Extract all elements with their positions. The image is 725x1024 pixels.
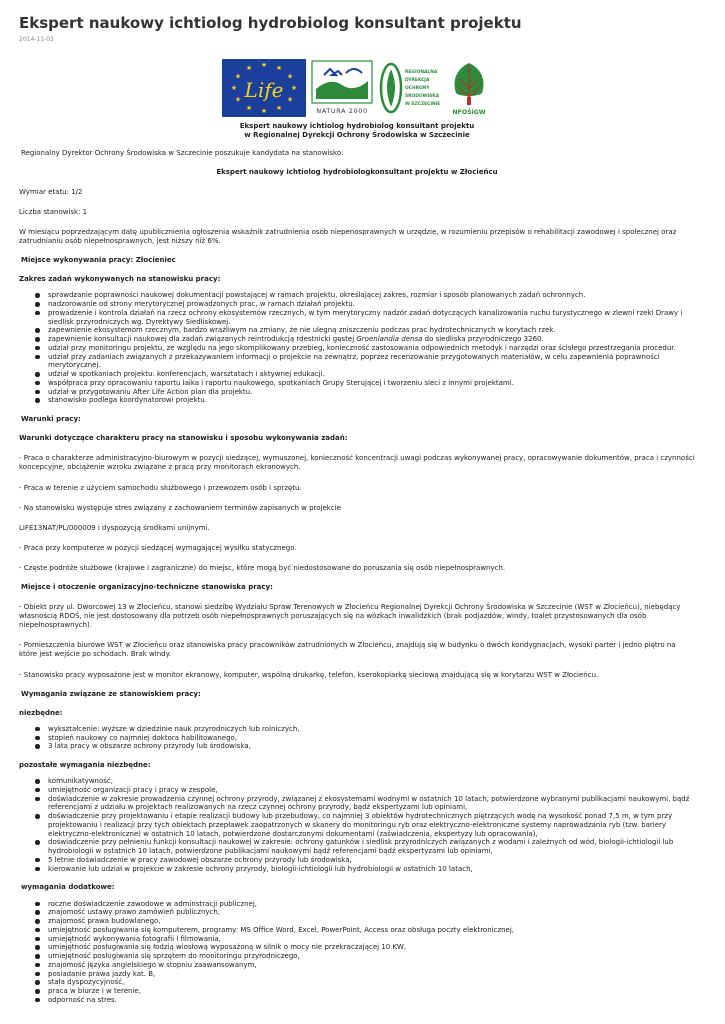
eu-star-icon: ★ bbox=[260, 106, 268, 115]
list-item: udział w spotkaniach projektu: konferencjach, warsztatach i aktywnej edukacji. bbox=[48, 370, 695, 379]
list-item: 5 letnie doświadczenie w pracy zawodowej obszarze ochrony przyrody lub środowiska, bbox=[48, 856, 695, 865]
page-title: Ekspert naukowy ichtiolog hydrobiolog konsultant projektu bbox=[19, 14, 522, 32]
pozostale-list bbox=[19, 777, 695, 873]
nfos-logo-text: NFOŚiGW bbox=[452, 108, 486, 116]
eu-star-icon: ★ bbox=[286, 72, 294, 81]
list-item: umiejętność posługiwania się sprzętem do monitoringu przyrodniczego, bbox=[48, 952, 695, 961]
list-item: 3 lata pracy w obszarze ochrony przyrody lub środowiska, bbox=[48, 742, 695, 751]
warunki-paragraph: - Na stanowisku występuje stres związany z zachowaniem terminów zapisanych w projekcie bbox=[19, 503, 341, 512]
warunki-paragraph: LIFE13NAT/PL/000009 i dyspozycją środkami unijnymi. bbox=[19, 523, 210, 532]
rdos-logo bbox=[378, 59, 442, 117]
list-item: doświadczenie przy projektowaniu i etapie realizacji budowy lub przebudowy, co najmniej 3 obiektów hydrotechnicznych piętrzących wodę na wysokość ponad 7,5 m, w tym przy projektowaniu i realizacji przy tych obiektach przepławek zaopatrzonych w skanery do monitoringu ryb oraz elektryczno-elektroniczne systemy naprowadzania ryb (tzw. bariery elektryczno-elektroniczne) w ostatnich 10 latach, potwierdzone dostarczonymi dokumentami (zaświadczenia, ekspertyzy lub opracowania), bbox=[48, 812, 695, 838]
list-item: stopień naukowy co najmniej doktora habilitowanego, bbox=[48, 734, 695, 743]
eu-star-icon: ★ bbox=[260, 60, 268, 69]
list-item: udział przy zadaniach związanych z przekazywaniem informacji o projekcie na zewnątrz, poprzez recenzowanie przygotowanych materiałów, w celu zapewnienia poprawności merytorycznej. bbox=[48, 353, 695, 371]
dodatkowe-list bbox=[19, 900, 695, 1005]
list-item: umiejętność posługiwania się łodzią wiosłową wyposażoną w silnik o mocy nie przekraczającej 10 KW, bbox=[48, 943, 695, 952]
list-item: kierowanie lub udział w projekcie w zakresie ochrony przyrody, biologii-ichtiologii lub hydrobiologii w ostatnich 10 latach, bbox=[48, 865, 695, 874]
rdos-logo-text: REGIONALNA bbox=[405, 69, 438, 75]
wskaznik-zatrudnienia: W miesiącu poprzedzającym datę upublicznienia ogłoszenia wskaźnik zatrudnienia osób niepenosprawnych w urzędzie, w rozumieniu przepisów o rehabilitacji zawodowej i społecznej oraz zatrudnianiu osób niepełnosprawnych, jest niższy niż 6%. bbox=[19, 228, 677, 246]
nfosigw-logo bbox=[446, 59, 492, 117]
otoczenie-paragraph: - Obiekt przy ul. Dworcowej 13 w Złocieńcu, stanowi siedzibę Wydziału Spraw Terenowych w Złocieńcu Regionalnej Dyrekcji Ochrony Środowiska w Szczecinie (WST w Złocieńcu), niebędący własnością RDOŚ, nie jest dostosowany dla potrzeb osób niepełnosprawnych poruszających się na wózkach inwalidzkich (brak podjazdów, windy, toalet przystosowanych dla osób niepełnosprawnych). bbox=[19, 603, 681, 630]
miejsce-pracy: Miejsce wykonywania pracy: Złocieniec bbox=[21, 256, 176, 265]
intro-text: Regionalny Dyrektor Ochrony Środowiska w Szczecinie poszukuje kandydata na stanowisko: bbox=[21, 148, 344, 157]
list-item: komunikatywność, bbox=[48, 777, 695, 786]
warunki-paragraph: - Praca w terenie z użyciem samochodu służbowego i przewozem osób i sprzętu. bbox=[19, 483, 302, 492]
niezbedne-heading: niezbędne: bbox=[19, 708, 63, 717]
list-item: umiejętność organizacji pracy i pracy w zespole, bbox=[48, 786, 695, 795]
list-item: wykształcenie: wyższe w dziedzinie nauk przyrodniczych lub rolniczych, bbox=[48, 725, 695, 734]
position-title: Ekspert naukowy ichtiolog hydrobiologkonsultant projektu w Złocieńcu bbox=[216, 167, 498, 176]
liczba-stanowisk: Liczba stanowisk: 1 bbox=[19, 207, 88, 216]
zakres-heading: Zakres zadań wykonywanych na stanowisku pracy: bbox=[19, 275, 221, 284]
rdos-logo-text: OCHRONY bbox=[405, 85, 430, 91]
list-item: posiadanie prawa jazdy kat. B, bbox=[48, 970, 695, 979]
list-item: doświadczenie w zakresie prowadzenia czynnej ochrony przyrody, związanej z ekosystemami wodnymi w ostatnich 10 latach, potwierdzone wybranymi publikacjami naukowymi, bądź referencjami z udziału w projektach realizowanych na rzecz czynnej ochrony przyrody, bądź ekspertyzami lub opiniami, bbox=[48, 795, 695, 813]
life-logo-text: Life bbox=[244, 77, 284, 102]
warunki-paragraph: - Praca o charakterze administracyjno-biurowym w pozycji siedzącej, wymuszonej, konieczność koncentracji uwagi podczas wykonywanej pracy, opracowywanie dokumentów, praca i czynności koncepcyjne, obciążenie wzroku związane z pracą przy monitorach ekranowych. bbox=[19, 454, 695, 472]
warunki-heading: Warunki pracy: bbox=[21, 415, 81, 424]
rdos-logo-text: W SZCZECINIE bbox=[405, 101, 441, 107]
eu-star-icon: ★ bbox=[290, 83, 298, 92]
list-item: znajomość ustawy prawo zamówień publicznych, bbox=[48, 908, 695, 917]
eu-star-icon: ★ bbox=[245, 63, 253, 72]
list-item: roczne doświadczenie zawodowe w adminstracji publicznej, bbox=[48, 900, 695, 909]
list-item: zapewnienie konsultacji naukowej dla zadań związanych reintrodukcją rdestnicki gęstej Groenlandia densa do siedliska przyrodniczego 3260. bbox=[48, 335, 695, 344]
subheading: Ekspert naukowy ichtiolog hydrobiolog konsultant projektu w Regionalnej Dyrekcji Ochrony Środowiska w Szczecinie bbox=[239, 121, 475, 140]
list-item: doświadczenie przy pełnieniu funkcji konsultacji naukowej w zakresie: ochrony gatunków i siedlisk przyrodniczych związanych z wodami i zależnych od wód, biologii-ichtiologii lub hydrobiologii w ostatnich 10 latach, potwierdzone publikacjami naukowymi bądź referencjami bądź ekspertyzami lub opiniami, bbox=[48, 838, 695, 856]
natura-logo-text: NATURA 2000 bbox=[316, 106, 368, 115]
natura-2000-logo bbox=[310, 59, 374, 117]
list-item: współpraca przy opracowaniu raportu laika i raportu naukowego, spotkaniach Grupy Sterującej i tworzeniu sieci z innymi projektami. bbox=[48, 379, 695, 388]
eu-star-icon: ★ bbox=[245, 103, 253, 112]
post-date: 2014-11-03 bbox=[19, 36, 54, 43]
list-item: prowadzenie i kontrola działań na rzecz ochrony ekosystemów rzecznych, w tym merytoryczny nadzór zadań dotyczących kanalizowania ruchu turystycznego w zlewni rzeki Drawy i siedlisk przyrodniczych wg. Dyrektywy Siedliskowej. bbox=[48, 309, 695, 327]
job-posting bbox=[19, 14, 695, 1005]
list-item: udział przy monitoringu projektu, ze względu na jego skomplikowany przebieg, konieczność zastosowania odpowiednich metodyk i narzędzi oraz ścisłego przestrzegania procedur. bbox=[48, 344, 695, 353]
otoczenie-heading: Miejsce i otoczenie organizacyjno-techniczne stanowiska pracy: bbox=[21, 583, 273, 592]
rdos-logo-text: DYREKCJA bbox=[405, 77, 430, 83]
list-item: umiejętność wykonywania fotografii i filmowania, bbox=[48, 935, 695, 944]
eu-star-icon: ★ bbox=[230, 83, 238, 92]
eu-star-icon: ★ bbox=[234, 95, 242, 104]
list-item: znajomość języka angielskiego w stopniu zaawansowanym, bbox=[48, 961, 695, 970]
eu-star-icon: ★ bbox=[275, 103, 283, 112]
warunki-paragraph: - Częste podróże służbowe (krajowe i zagraniczne) do miejsc, które mogą być niedostosowane do poruszania się osób niepełnosprawnych. bbox=[19, 563, 506, 572]
warunki-dotyczace-heading: Warunki dotyczące charakteru pracy na stanowisku i sposobu wykonywania zadań: bbox=[19, 434, 348, 443]
list-item: stanowisko podlega koordynatorowi projektu. bbox=[48, 396, 695, 405]
eu-star-icon: ★ bbox=[234, 72, 242, 81]
list-item: udział w przygotowaniu After Life Action plan dla projektu. bbox=[48, 388, 695, 397]
otoczenie-paragraph: - Stanowisko pracy wyposażone jest w monitor ekranowy, komputer, wspólną drukarkę, telefon, kserokopiarkę sieciową znajdującą się w korytarzu WST w Złocieńcu. bbox=[19, 670, 599, 679]
list-item: odporność na stres. bbox=[48, 996, 695, 1005]
list-item: sprawdzanie poprawności naukowej dokumentacji powstającej w ramach projektu, określającej zakres, rozmiar i sposób planowanych zadań ochronnych. bbox=[48, 291, 695, 300]
wymagania-heading: Wymagania związane ze stanowiskiem pracy: bbox=[21, 689, 201, 698]
warunki-paragraph: - Praca przy komputerze w pozycji siedzącej wymagającej wysiłku statycznego. bbox=[19, 543, 297, 552]
list-item: stała dyspozycyjność, bbox=[48, 978, 695, 987]
logo-strip bbox=[19, 59, 695, 117]
list-item: praca w biurze i w terenie, bbox=[48, 987, 695, 996]
pozostale-heading: pozostałe wymagania niezbędne: bbox=[19, 761, 151, 770]
list-item: znajomość prawa budowlanego, bbox=[48, 917, 695, 926]
otoczenie-paragraph: - Pomieszczenia biurowe WST w Złocieńcu oraz stanowiska pracy pracowników zatrudnionych w Złocieńcu, znajdują się w budynku o dwóch kondygnacjach, wysoki parter i jedno piętro na które jest wejście po schodach. Brak windy. bbox=[19, 641, 676, 659]
list-item: umiejętność posługiwania się komputerem, programy: MS Office Word, Excel, PowerPoint, Access oraz obsługa poczty elektronicznej, bbox=[48, 926, 695, 935]
list-item: zapewnienie ekosystemom rzecznym, bardzo wrażliwym na zmiany, że nie ulegną zniszczeniu podczas prac hydrotechnicznych w korytach rzek. bbox=[48, 326, 695, 335]
dodatkowe-heading: wymagania dodatkowe: bbox=[21, 883, 115, 892]
zakres-list bbox=[19, 291, 695, 405]
eu-star-icon: ★ bbox=[275, 63, 283, 72]
niezbedne-list bbox=[19, 725, 695, 751]
wymiar-etatu: Wymiar etatu: 1/2 bbox=[19, 187, 83, 196]
life-eu-logo bbox=[222, 59, 306, 117]
rdos-logo-text: ŚRODOWISKA bbox=[405, 93, 440, 99]
list-item: nadzorowanie od strony merytorycznej prowadzonych prac, w ramach działań projektu. bbox=[48, 300, 695, 309]
eu-star-icon: ★ bbox=[286, 95, 294, 104]
